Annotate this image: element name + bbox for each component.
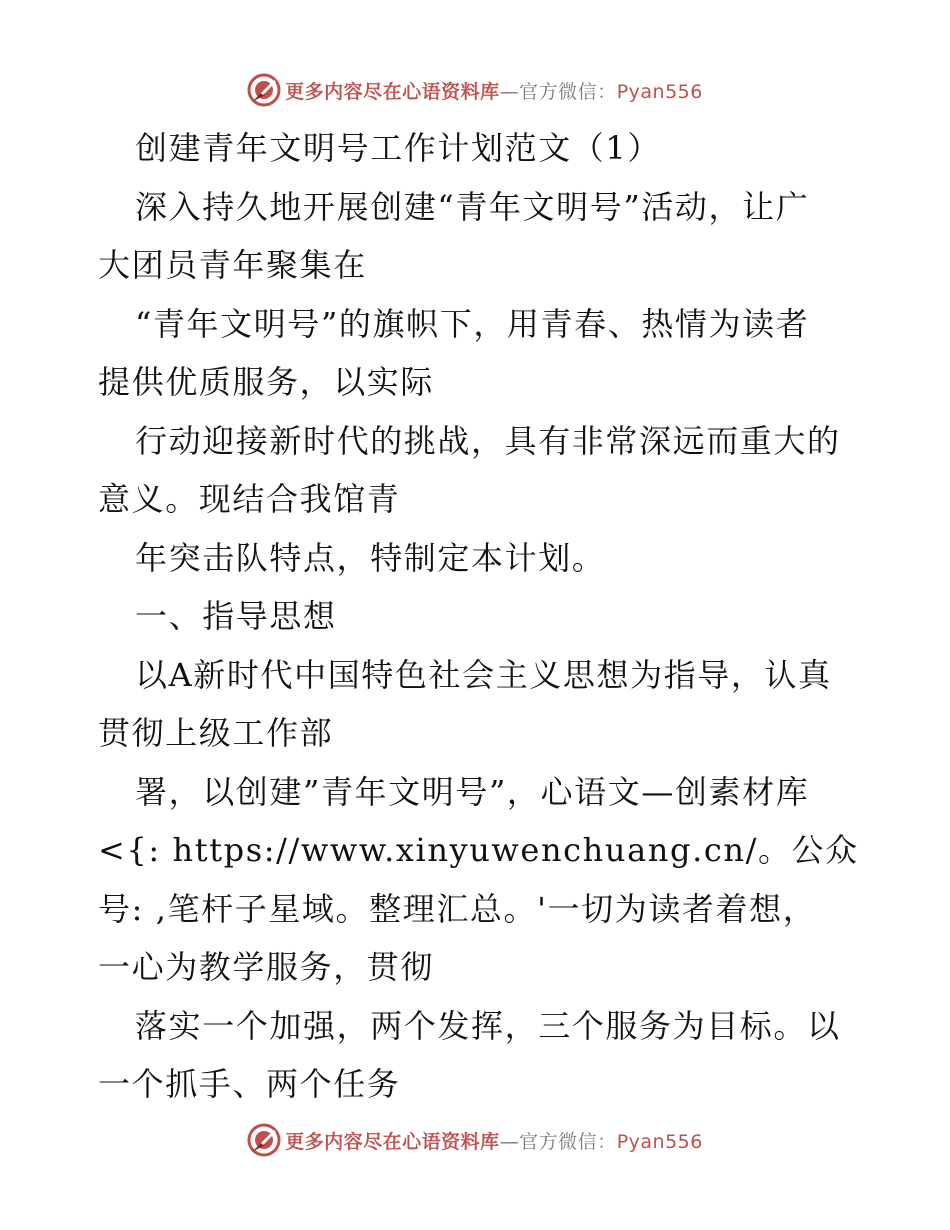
- text-line: 行动迎接新时代的挑战，具有非常深远而重大的: [135, 422, 841, 460]
- banner-wechat-label: 官方微信：: [519, 1130, 617, 1153]
- text-line: 意义。现结合我馆青: [98, 480, 401, 518]
- document-title: 创建青年文明号工作计划范文（1）: [135, 129, 661, 167]
- pen-logo-icon: [247, 1123, 281, 1157]
- text-line: 年突击队特点，特制定本计划。: [135, 539, 606, 577]
- text-line: 深入持久地开展创建“青年文明号”活动，让广: [135, 188, 810, 226]
- pen-logo-icon: [247, 73, 281, 107]
- banner-separator: —: [499, 1130, 520, 1153]
- footer-banner: [0, 1120, 950, 1160]
- text-line: 一心为教学服务，贯彻: [98, 948, 435, 986]
- text-line: 贯彻上级工作部: [98, 714, 334, 752]
- text-line: 号: ,笔杆子星域。整理汇总。'一切为读者着想，: [98, 890, 817, 928]
- banner-wechat-id: Pyan556: [616, 80, 703, 103]
- text-line: 落实一个加强，两个发挥，三个服务为目标。以: [135, 1007, 841, 1045]
- banner-wechat-label: 官方微信：: [519, 80, 617, 103]
- text-line: “青年文明号”的旗帜下，用青春、热情为读者: [135, 305, 810, 343]
- banner-text: [285, 77, 703, 104]
- text-line: 以A新时代中国特色社会主义思想为指导，认真: [135, 656, 832, 694]
- banner-main-text: 更多内容尽在心语资料库: [285, 1130, 500, 1153]
- banner-separator: —: [499, 80, 520, 103]
- header-banner: [0, 70, 950, 110]
- text-line: 提供优质服务，以实际: [98, 363, 435, 401]
- text-line: <{: https://www.xinyuwenchuang.cn/。公众: [98, 831, 859, 869]
- text-line: 一个抓手、两个任务: [98, 1065, 401, 1103]
- text-line: 一、指导思想: [135, 597, 337, 635]
- text-line: 署，以创建”青年文明号”，心语文—创素材库: [135, 773, 810, 811]
- banner-text: [285, 1127, 703, 1154]
- banner-wechat-id: Pyan556: [616, 1130, 703, 1153]
- banner-main-text: 更多内容尽在心语资料库: [285, 80, 500, 103]
- text-line: 大团员青年聚集在: [98, 246, 367, 284]
